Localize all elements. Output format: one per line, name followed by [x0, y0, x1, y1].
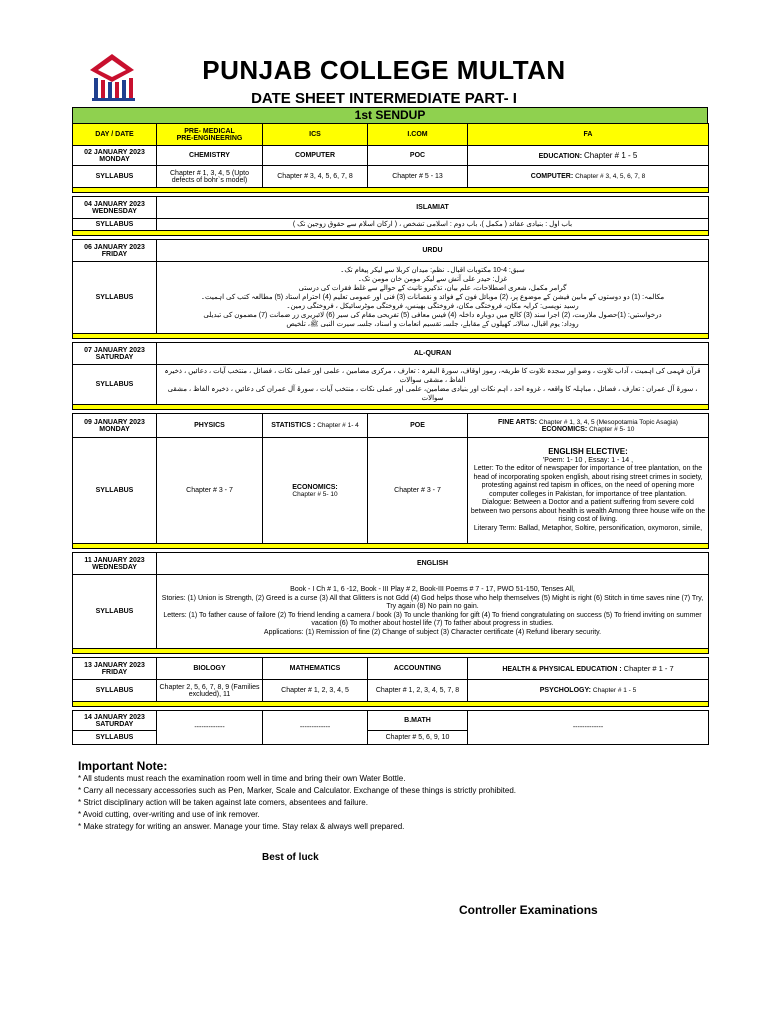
subject-fa-value: Chapter # 1 - 7	[623, 664, 674, 673]
syllabus-row	[73, 219, 709, 231]
date-cell	[73, 711, 157, 731]
exam-day: SATURDAY	[95, 353, 134, 361]
subject-fa	[468, 146, 709, 166]
col-icom: I.COM	[368, 124, 468, 146]
note-item: * Avoid cutting, over-writing and use of ink remover.	[78, 810, 260, 819]
english-line: Book - I Ch # 1, 6 -12, Book - III Play # 2, Book-III Poems # 7 - 17, PWO 51-150, Tenses All,	[290, 586, 575, 593]
syllabus-fa-label: COMPUTER:	[530, 173, 574, 180]
col-pre-engineering: PRE-ENGINEERING	[176, 134, 243, 142]
subject-pre: BIOLOGY	[157, 658, 263, 680]
subject-icom: ACCOUNTING	[368, 658, 468, 680]
exam-date: 09 JANUARY 2023	[84, 418, 145, 426]
subject-fa-empty: -------------	[468, 711, 709, 745]
date-sheet-table	[72, 123, 709, 745]
sendup-banner: 1st SENDUP	[72, 107, 708, 124]
note-item: * Make strategy for writing an answer. Manage your time. Stay relax & always well prepared.	[78, 822, 405, 831]
subject-fa-value: Chapter # 5- 10	[589, 425, 635, 433]
exam-date: 04 JANUARY 2023	[84, 200, 145, 208]
syllabus-urdu	[157, 262, 709, 334]
note-item: * Carry all necessary accessories such as Pen, Marker, Scale and Calculator. Exchange of these things is strictly prohibited.	[78, 786, 516, 795]
urdu-line: گرامر مکمل، شعری اصطلاحات، علم بیان، تذکیرو تانیث کے حوالے سے غلط فقرات کی درستی	[298, 285, 567, 292]
syllabus-icom: Chapter # 1, 2, 3, 4, 5, 7, 8	[368, 680, 468, 702]
syllabus-icom: Chapter # 3 - 7	[368, 438, 468, 544]
exam-row	[73, 146, 709, 166]
exam-row	[73, 197, 709, 219]
date-cell	[73, 240, 157, 262]
date-cell	[73, 197, 157, 219]
important-notes	[78, 760, 698, 833]
urdu-line: غزل: حیدر علی آتش سے لیکر مومن خان مومن تک۔	[357, 276, 508, 283]
exam-date: 02 JANUARY 2023	[84, 148, 145, 156]
syllabus-fa	[468, 166, 709, 188]
controller-signature: Controller Examinations	[459, 903, 598, 917]
subject-all: ISLAMIAT	[157, 197, 709, 219]
page-title: PUNJAB COLLEGE MULTAN	[202, 55, 566, 85]
syllabus-islamiat: باب اول : بنیادی عقائد ( مکمل )، باب دوم : اسلامی تشخص ، ( ارکان اسلام سے حقوق زوجین تک )	[157, 219, 709, 231]
subject-fa-label: EDUCATION:	[538, 153, 583, 160]
subject-ics-label: STATISTICS :	[271, 422, 316, 429]
syllabus-english	[157, 575, 709, 649]
syllabus-fa-value: Chapter # 3, 4, 5, 6, 7, 8	[575, 173, 646, 180]
syllabus-ics: Chapter # 3, 4, 5, 6, 7, 8	[263, 166, 368, 188]
syllabus-quran	[157, 365, 709, 405]
subject-icom: POE	[368, 414, 468, 438]
urdu-line: سبق: 4-10 مکتوبات اقبال۔ نظم: میدان کربلا سے لیکر پیغام تک۔	[340, 267, 525, 274]
quran-line: ، سورۃ آل عمران : تعارف ، فضائل ، مباہلہ کا واقعہ ، غزوہ احد ، اہم نکات اور بنیادی مضامین، علمی اور عملی نکات ، منتخب آیات ، سورۃ آل عمران کی دعائیں ، ذخیرہ الفاظ ، مشقی سوالات	[167, 385, 698, 402]
elective-line: Literary Term: Ballad, Metaphor, Soltire, personification, oxymoron, simile,	[473, 524, 703, 532]
subject-ics-empty: -------------	[263, 711, 368, 745]
subject-icom: B.MATH	[368, 711, 468, 731]
syllabus-icom: Chapter # 5, 6, 9, 10	[368, 731, 468, 745]
elective-line: Dialogue: Between a Doctor and a patient suffering from severe cold between two persons about health is wealth Among three house wife on the rising cost of living.	[470, 499, 706, 523]
syllabus-label: SYLLABUS	[73, 219, 157, 231]
syllabus-label: SYLLABUS	[73, 262, 157, 334]
exam-row	[73, 553, 709, 575]
exam-row	[73, 658, 709, 680]
notes-title: Important Note:	[78, 759, 168, 773]
elective-line: 'Poem: 1- 10 , Essay: 1 - 14 ,	[542, 456, 634, 464]
subject-fa	[468, 414, 709, 438]
exam-day: MONDAY	[99, 155, 130, 163]
subject-all: AL-QURAN	[157, 343, 709, 365]
syllabus-fa-value: Chapter # 1 - 5	[592, 687, 637, 694]
syllabus-label: SYLLABUS	[73, 575, 157, 649]
subject-fa-label: HEALTH & PHYSICAL EDUCATION :	[502, 666, 622, 673]
syllabus-pre: Chapter # 3 - 7	[157, 438, 263, 544]
urdu-line: رسید نویسی: کرایہ مکان، فروختگی مکان، فروختگی بھینس، فروختگی موٹرسائیکل ، فروختگی زمین۔	[286, 303, 579, 310]
syllabus-row	[73, 166, 709, 188]
col-ics: ICS	[263, 124, 368, 146]
exam-row	[73, 414, 709, 438]
note-item: * Strict disciplinary action will be taken against late comers, absentees and failure.	[78, 798, 368, 807]
subject-icom: POC	[368, 146, 468, 166]
best-of-luck: Best of luck	[262, 852, 319, 863]
syllabus-label: SYLLABUS	[73, 365, 157, 405]
syllabus-label: SYLLABUS	[73, 166, 157, 188]
urdu-line: مکالمہ: (1) دو دوستوں کے مابین فیشن کے موضوع پر، (2) موبائل فون کے فوائد و نقصانات (3) فنی اور عمومی تعلیم (4) احترام استاد (5) مطالعہ کتب کی اہمیت۔	[200, 294, 665, 301]
syllabus-row	[73, 262, 709, 334]
exam-day: MONDAY	[99, 425, 130, 433]
subject-fa-label: FINE ARTS:	[498, 418, 538, 426]
exam-date: 13 JANUARY 2023	[84, 661, 145, 669]
elective-title: ENGLISH ELECTIVE:	[548, 447, 628, 456]
subject-fa-label: ECONOMICS:	[541, 425, 588, 433]
exam-day: WEDNESDAY	[92, 563, 137, 571]
exam-day: SATURDAY	[95, 720, 134, 728]
syllabus-ics	[263, 438, 368, 544]
syllabus-row	[73, 365, 709, 405]
exam-day: FRIDAY	[101, 250, 128, 258]
syllabus-ics-value: Chapter # 5- 10	[292, 490, 338, 498]
exam-day: WEDNESDAY	[92, 207, 137, 215]
date-cell	[73, 146, 157, 166]
syllabus-row	[73, 575, 709, 649]
col-pre-medical: PRE- MEDICAL	[184, 127, 235, 135]
subject-pre-empty: -------------	[157, 711, 263, 745]
syllabus-icom: Chapter # 5 - 13	[368, 166, 468, 188]
subject-fa	[468, 658, 709, 680]
syllabus-row	[73, 438, 709, 544]
subject-ics	[263, 414, 368, 438]
exam-row	[73, 240, 709, 262]
quran-line: قرآن فہمی کی اہمیت ، آداب تلاوت ، وضو اور سجدہ تلاوت کا طریقہ، رموز اوقاف، سورۃ البقرہ : تعارف ، مرکزی مضامین ، علمی اور عملی نکات ، فضائل ، منتخب آیات ، دعائیں ، ذخیرہ الفاظ ، مشقی سوالات	[164, 367, 701, 384]
date-cell	[73, 414, 157, 438]
urdu-line: روداد: یوم اقبال، سالانہ کھیلوں کے مقابلے، جلسہ تقسیم انعامات و اسناد، جلسہ سیرت النبی ﷺ، تلخیص	[286, 321, 579, 328]
syllabus-fa-label: PSYCHOLOGY:	[539, 687, 591, 694]
subject-ics-value: Chapter # 1- 4	[317, 422, 359, 429]
subject-pre: PHYSICS	[157, 414, 263, 438]
exam-date: 14 JANUARY 2023	[84, 713, 145, 721]
subject-all: URDU	[157, 240, 709, 262]
note-item: * All students must reach the examination room well in time and bring their own Water Bottle.	[78, 774, 406, 783]
col-fa: FA	[468, 124, 709, 146]
english-line: Stories: (1) Union is Strength, (2) Greed is a curse (3) All that Glitters is not Gdd (4) God helps those who help themselves (5) Might is right (6) Stitch in time saves nine (7) Try, Try again (8) No pain no gain.	[161, 594, 704, 610]
date-cell	[73, 658, 157, 680]
syllabus-ics: Chapter # 1, 2, 3, 4, 5	[263, 680, 368, 702]
subject-fa-value: Chapter # 1 - 5	[584, 151, 638, 160]
subject-fa-value: Chapter # 1, 3, 4, 5 (Mesopotamia Topic Asagia)	[538, 418, 678, 426]
exam-row	[73, 343, 709, 365]
syllabus-label: SYLLABUS	[73, 680, 157, 702]
syllabus-fa	[468, 680, 709, 702]
subject-all: ENGLISH	[157, 553, 709, 575]
urdu-line: درخواستیں: (1)حصول ملازمت، (2) اجرا سند (3) کالج میں دوبارہ داخلہ (4) فیس معافی (5) تفریحی مقام کی سیر (6) لائبریری زر ضمانت (7) مضمون کی تبدیلی	[203, 312, 662, 319]
english-line: Letters: (1) To father cause of failore (2) To friend lending a camera / book (3) To uncle thanking for gift (4) To friend congratulating on success (5) To friend inviting on summer vacation (6) To mother about hostel life (7) To father about progress in studies.	[163, 611, 702, 627]
exam-date: 06 JANUARY 2023	[84, 243, 145, 251]
date-cell	[73, 553, 157, 575]
english-line: Applications: (1) Remission of fine (2) Change of subject (3) Character certificate (4) Refund liberary security.	[263, 628, 602, 636]
header-row	[73, 124, 709, 146]
subject-ics: COMPUTER	[263, 146, 368, 166]
syllabus-pre: Chapter # 1, 3, 4, 5 (Upto defects of bohr`s model)	[157, 166, 263, 188]
col-pre	[157, 124, 263, 146]
exam-date: 07 JANUARY 2023	[84, 346, 145, 354]
exam-date: 11 JANUARY 2023	[84, 556, 145, 564]
syllabus-label: SYLLABUS	[73, 438, 157, 544]
elective-line: Letter: To the editor of newspaper for importance of tree plantation, on the head of incorporating spoken english, about rising street crimes in society, protesting against red tapism in offices, on the need of opening more computer colleges in Pakistan, for importance of tree plantation.	[473, 465, 703, 498]
exam-row	[73, 711, 709, 731]
syllabus-ics-label: ECONOMICS:	[292, 483, 338, 491]
date-cell	[73, 343, 157, 365]
syllabus-pre: Chapter 2, 5, 6, 7, 8, 9 (Families excluded), 11	[157, 680, 263, 702]
col-day-date: DAY / DATE	[73, 124, 157, 146]
syllabus-fa	[468, 438, 709, 544]
exam-day: FRIDAY	[101, 668, 128, 676]
subject-ics: MATHEMATICS	[263, 658, 368, 680]
page-subtitle: DATE SHEET INTERMEDIATE PART- I	[251, 90, 517, 107]
subject-pre: CHEMISTRY	[157, 146, 263, 166]
syllabus-label: SYLLABUS	[73, 731, 157, 745]
syllabus-row	[73, 680, 709, 702]
